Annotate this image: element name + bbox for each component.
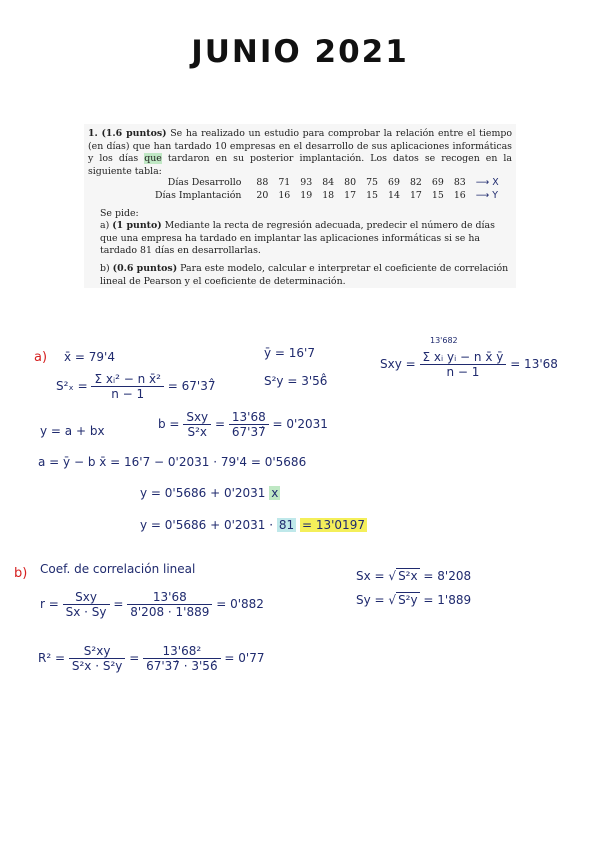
table-cell: 88 xyxy=(256,177,269,188)
sx2-denominator: n − 1 xyxy=(111,387,145,401)
table-cell: 16 xyxy=(278,190,291,201)
sxy-numerator: Σ xᵢ yᵢ − n x̄ ȳ xyxy=(420,350,507,365)
b-lhs: b = xyxy=(158,417,180,431)
table-cell: 82 xyxy=(409,177,422,188)
sy-value: Sy = √ S²y = 1'889 xyxy=(356,593,472,607)
sy-result: = 1'889 xyxy=(423,593,472,607)
sx2-numerator: Σ xᵢ² − n x̄² xyxy=(91,372,163,387)
var-x-label: X xyxy=(492,177,499,188)
b-formula: b = $\frac{\text{Sxy}}{\text{S²x}}$ = $\frac{13'68}{67'37̂}$ = 0'2031 xyxy=(158,410,328,439)
sx-lhs: Sx = xyxy=(356,569,385,583)
sy-radicand: S²y xyxy=(398,593,418,607)
part-b-label: b) xyxy=(100,263,110,274)
sx-result: = 8'208 xyxy=(423,569,472,583)
problem-number: 1. xyxy=(88,128,98,139)
sxy-annotation: 13'682 xyxy=(430,336,458,345)
table-cell: 20 xyxy=(256,190,269,201)
var-y-label: Y xyxy=(492,190,498,201)
sx2-result: = 67'37̂ xyxy=(167,379,216,393)
sxy-lhs: Sxy = xyxy=(380,357,416,371)
part-b-points: (0.6 puntos) xyxy=(112,263,178,274)
prediction-result: = 13'0197 xyxy=(301,518,365,532)
regression-model: y = a + bx xyxy=(40,424,105,438)
b-denominator-value: 67'37̂ xyxy=(231,425,266,439)
table-cell: 83 xyxy=(453,177,466,188)
table-cell: 71 xyxy=(278,177,291,188)
xbar-value: x̄ = 79'4 xyxy=(64,350,115,364)
sxy-denominator: n − 1 xyxy=(446,365,480,379)
row-label: Días Implantación xyxy=(155,190,242,201)
highlighted-word: que xyxy=(144,153,162,165)
arrow-icon: ⟶ xyxy=(475,177,490,188)
ybar-value: ȳ = 16'7 xyxy=(264,346,315,360)
table-cell: 16 xyxy=(453,190,466,201)
part-b-text: Para este modelo, calcular e interpretar el coeficiente de correlación lineal de Pearson y el coeficiente de determinación. xyxy=(100,263,509,287)
part-a-points: (1 punto) xyxy=(112,220,162,231)
b-numerator-value: 13'68 xyxy=(229,410,269,425)
r-denominator-value: 8'208 · 1'889 xyxy=(130,605,210,619)
b-result: = 0'2031 xyxy=(272,417,328,431)
sx2-formula xyxy=(56,372,215,401)
problem-text-a: Se ha realizado un estudio para comprobar la relación entre el tiempo (en días) que han tardado 10 empresas en el desarrollo de sus aplicaciones informáticas y los días xyxy=(88,128,513,165)
part-a-text: Mediante la recta de regresión adecuada, predecir el número de días que una empresa ha tardado en implantar las aplicaciones informáticas si se ha tardado 81 días en desarrollarlas. xyxy=(100,220,495,257)
table-cell: 75 xyxy=(366,177,379,188)
part-a-statement xyxy=(100,220,512,258)
highlighted-81: 81 xyxy=(278,518,295,532)
solution-a-label: a) xyxy=(34,350,48,365)
sy-lhs: Sy = xyxy=(356,593,385,607)
table-cell: 15 xyxy=(366,190,379,201)
r2-numerator-value: 13'68² xyxy=(143,644,220,659)
table-cell: 19 xyxy=(300,190,313,201)
table-cell: 14 xyxy=(388,190,400,201)
prediction-main: y = 0'5686 + 0'2031 · xyxy=(140,518,274,532)
table-cell: 69 xyxy=(431,177,444,188)
r-numerator-value: 13'68 xyxy=(127,590,212,605)
problem-text-b: tardaron en su posterior implantación. Los datos se recogen en la siguiente tabla: xyxy=(88,153,512,177)
solution-b-label: b) xyxy=(14,566,28,581)
table-cell: 18 xyxy=(322,190,335,201)
table-cell: 69 xyxy=(388,177,400,188)
table-cell: 93 xyxy=(300,177,313,188)
b-numerator: Sxy xyxy=(183,410,211,425)
data-table xyxy=(150,176,504,202)
arrow-icon: ⟶ xyxy=(475,190,490,201)
r-result: = 0'882 xyxy=(216,597,264,611)
r2-lhs: R² = xyxy=(38,651,66,665)
problem-text xyxy=(88,128,512,178)
sx-value: Sx = √ S²x = 8'208 xyxy=(356,569,472,583)
r-numerator: Sxy xyxy=(63,590,110,605)
part-a-label: a) xyxy=(100,220,110,231)
table-cell: 80 xyxy=(344,177,357,188)
equation-main: y = 0'5686 + 0'2031 xyxy=(140,486,266,500)
problem-statement-box xyxy=(84,124,516,288)
r2-denominator: S²x · S²y xyxy=(71,659,123,673)
sx2-lhs: S²ₓ = xyxy=(56,379,88,393)
r-denominator: Sx · Sy xyxy=(65,605,107,619)
problem-points: (1.6 puntos) xyxy=(101,128,167,139)
sx-radicand: S²x xyxy=(398,569,418,583)
correlation-title: Coef. de correlación lineal xyxy=(40,562,196,576)
r2-formula: R² = $\frac{\text{S²xy}}{\text{S²x · S²y}}$ = $\frac{\text{13'68²}}{67'37̂ \cdot 3'56̂}$ = 0'77 xyxy=(38,644,265,673)
sxy-result: = 13'68 xyxy=(510,357,558,371)
r2-numerator: S²xy xyxy=(69,644,126,659)
highlighted-x: x xyxy=(271,486,279,500)
r-lhs: r = xyxy=(40,597,59,611)
table-row xyxy=(150,189,504,202)
row-label: Días Desarrollo xyxy=(167,177,242,188)
table-cell: 17 xyxy=(409,190,422,201)
table-cell: 15 xyxy=(431,190,444,201)
table-cell: 17 xyxy=(344,190,357,201)
part-b-statement xyxy=(100,263,512,288)
r2-result: = 0'77 xyxy=(224,651,265,665)
page-title: JUNIO 2021 xyxy=(191,34,409,70)
b-denominator: S²x xyxy=(187,425,207,439)
sy2-value: S²y = 3'56̂ xyxy=(264,374,328,388)
table-cell: 84 xyxy=(322,177,335,188)
a-calculation: a = ȳ − b x̄ = 16'7 − 0'2031 · 79'4 = 0'5686 xyxy=(38,455,307,469)
r-formula: r = $\frac{\text{Sxy}}{Sx \cdot Sy}$ = $\frac{13'68}{8'208 \cdot 1'889}$ = 0'882 xyxy=(40,590,264,619)
se-pide: Se pide: xyxy=(100,208,139,219)
table-row xyxy=(150,176,504,189)
prediction-equation xyxy=(140,518,367,532)
regression-equation xyxy=(140,486,280,500)
sxy-formula xyxy=(380,350,558,379)
r2-denominator-value: 67'37̂ · 3'56̂ xyxy=(146,659,218,673)
